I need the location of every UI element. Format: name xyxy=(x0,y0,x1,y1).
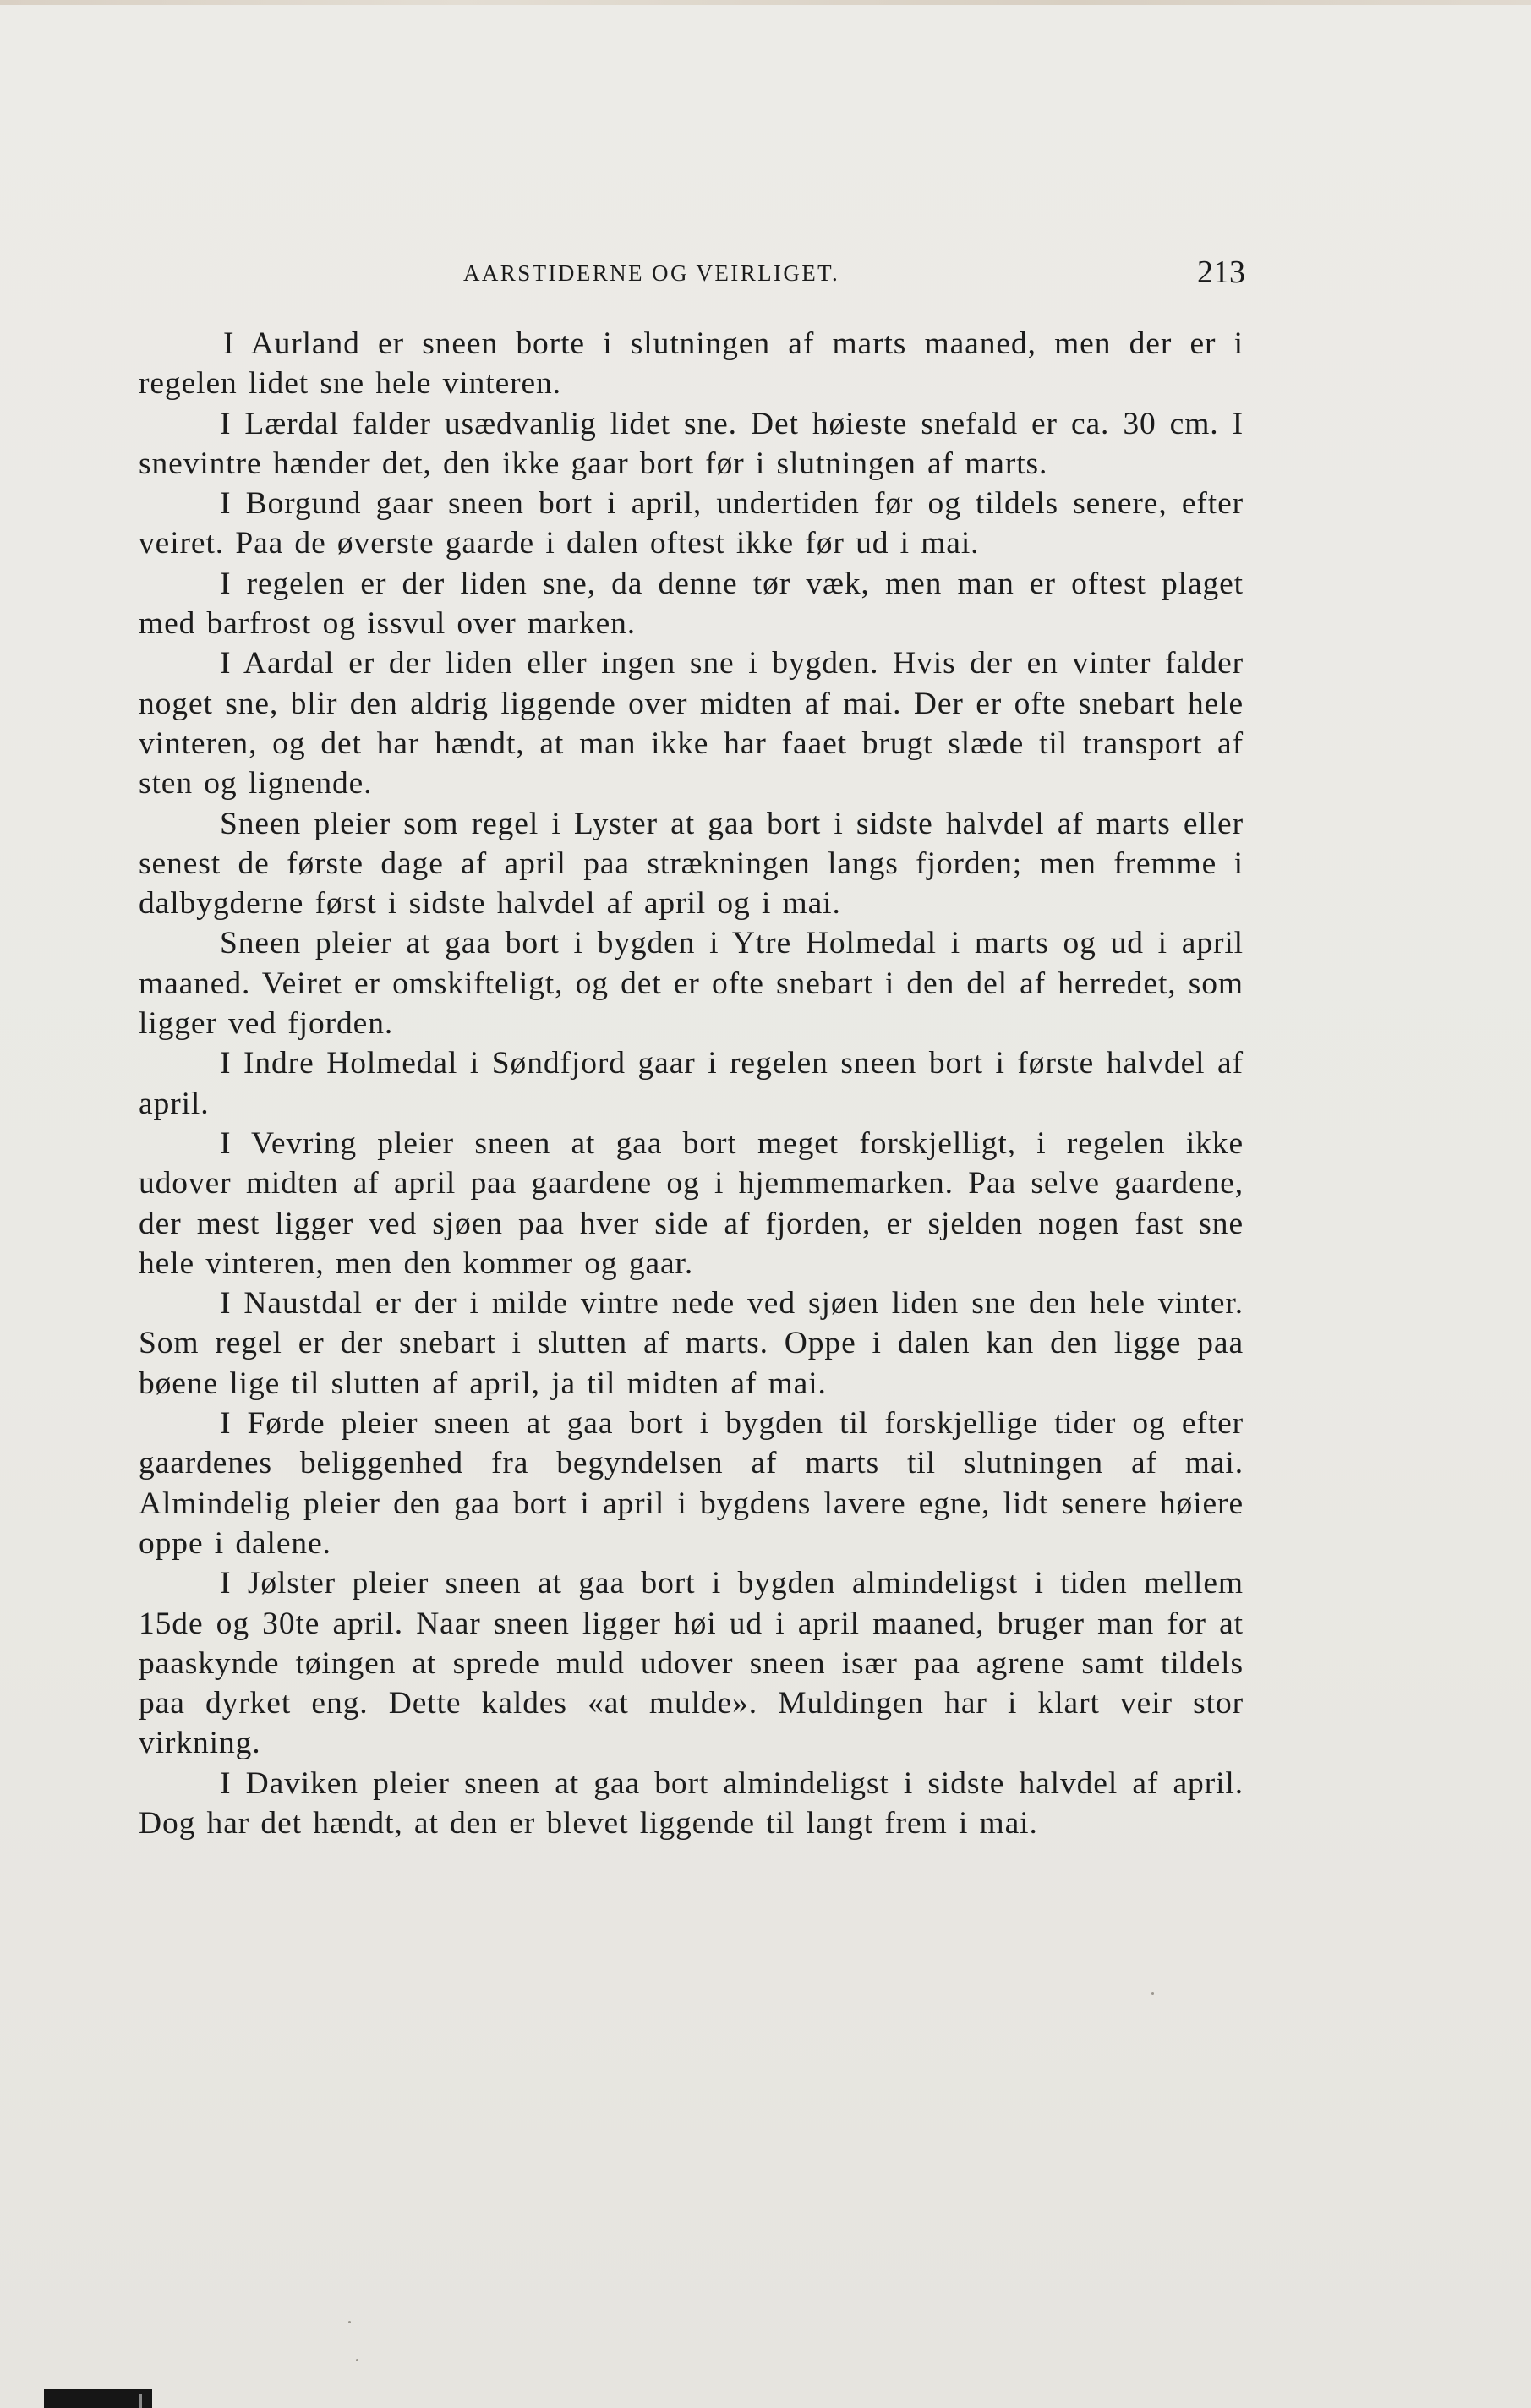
page-top-edge xyxy=(0,0,1531,5)
paper-speck xyxy=(1151,1992,1154,1995)
paper-speck xyxy=(356,2359,358,2361)
paragraph-lyster: Sneen pleier som regel i Lyster at gaa bort i sidste halvdel af marts eller senest de første dage af april paa strækningen langs fjorden; men fremme i dalbygderne først i sidste halvdel af april og i mai. xyxy=(139,806,1244,922)
page-number: 213 xyxy=(1197,254,1245,290)
running-header xyxy=(463,254,1245,296)
running-title: AARSTIDERNE OG VEIRLIGET. xyxy=(463,260,840,286)
paragraph-jolster: I Jølster pleier sneen at gaa bort i bygden almindeligst i tiden mellem 15de og 30te april. Naar sneen ligger høi ud i april maaned, bruger man for at paaskynde tøingen at sprede muld udover sneen især paa agrene samt tildels paa dyrket eng. Dette kaldes «at mulde». Muldingen har i klart veir stor virkning. xyxy=(139,1566,1244,1761)
paragraph-borgund: I Borgund gaar sneen bort i april, undertiden før og tildels senere, efter veiret. Paa de øverste gaarde i dalen oftest ikke før ud i mai. xyxy=(139,486,1244,561)
paragraph-aardal: I Aardal er der liden eller ingen sne i bygden. Hvis der en vinter falder noget sne, blir den aldrig liggende over midten af mai. Der er ofte snebart hele vinteren, og det har hændt, at man ikke har faaet brugt slæde til transport af sten og lignende. xyxy=(139,646,1244,802)
scan-edge-bar xyxy=(44,2389,152,2408)
paper-speck xyxy=(348,2321,351,2323)
paragraph-vevring: I Vevring pleier sneen at gaa bort meget forskjelligt, i regelen ikke udover midten af april paa gaardene og i hjemmemarken. Paa selve gaardene, der mest ligger ved sjøen paa hver side af fjorden, er sjelden nogen fast sne hele vinteren, men den kommer og gaar. xyxy=(139,1125,1244,1281)
paragraph-laerdal: I Lærdal falder usædvanlig lidet sne. Det høieste snefald er ca. 30 cm. I snevintre hænder det, den ikke gaar bort før i slutningen af marts. xyxy=(139,406,1244,481)
paragraph-forde: I Førde pleier sneen at gaa bort i bygden til forskjellige tider og efter gaardenes beliggenhed fra begyndelsen af marts til slutningen af mai. Almindelig pleier den gaa bort i april i bygdens lavere egne, lidt senere høiere oppe i dalene. xyxy=(139,1406,1244,1561)
body-text xyxy=(139,324,1244,1843)
paragraph-ytre-holmedal: Sneen pleier at gaa bort i bygden i Ytre Holmedal i marts og ud i april maaned. Veiret er omskifteligt, og det er ofte snebart i den del af herredet, som ligger ved fjorden. xyxy=(139,926,1244,1042)
paragraph-aurland: I Aurland er sneen borte i slutningen af marts maaned, men der er i regelen lidet sne hele vinteren. xyxy=(139,326,1244,402)
paragraph-daviken: I Daviken pleier sneen at gaa bort almindeligst i sidste halvdel af april. Dog har det hændt, at den er blevet liggende til langt frem i mai. xyxy=(139,1765,1244,1841)
scan-edge-mark xyxy=(139,2394,142,2408)
paragraph-naustdal: I Naustdal er der i milde vintre nede ved sjøen liden sne den hele vinter. Som regel er der snebart i slutten af marts. Oppe i dalen kan den ligge paa bøene lige til slutten af april, ja til midten af mai. xyxy=(139,1286,1244,1401)
paragraph-indre-holmedal: I Indre Holmedal i Søndfjord gaar i regelen sneen bort i første halvdel af april. xyxy=(139,1046,1244,1121)
paragraph-regelen: I regelen er der liden sne, da denne tør væk, men man er oftest plaget med barfrost og issvul over marken. xyxy=(139,566,1244,642)
